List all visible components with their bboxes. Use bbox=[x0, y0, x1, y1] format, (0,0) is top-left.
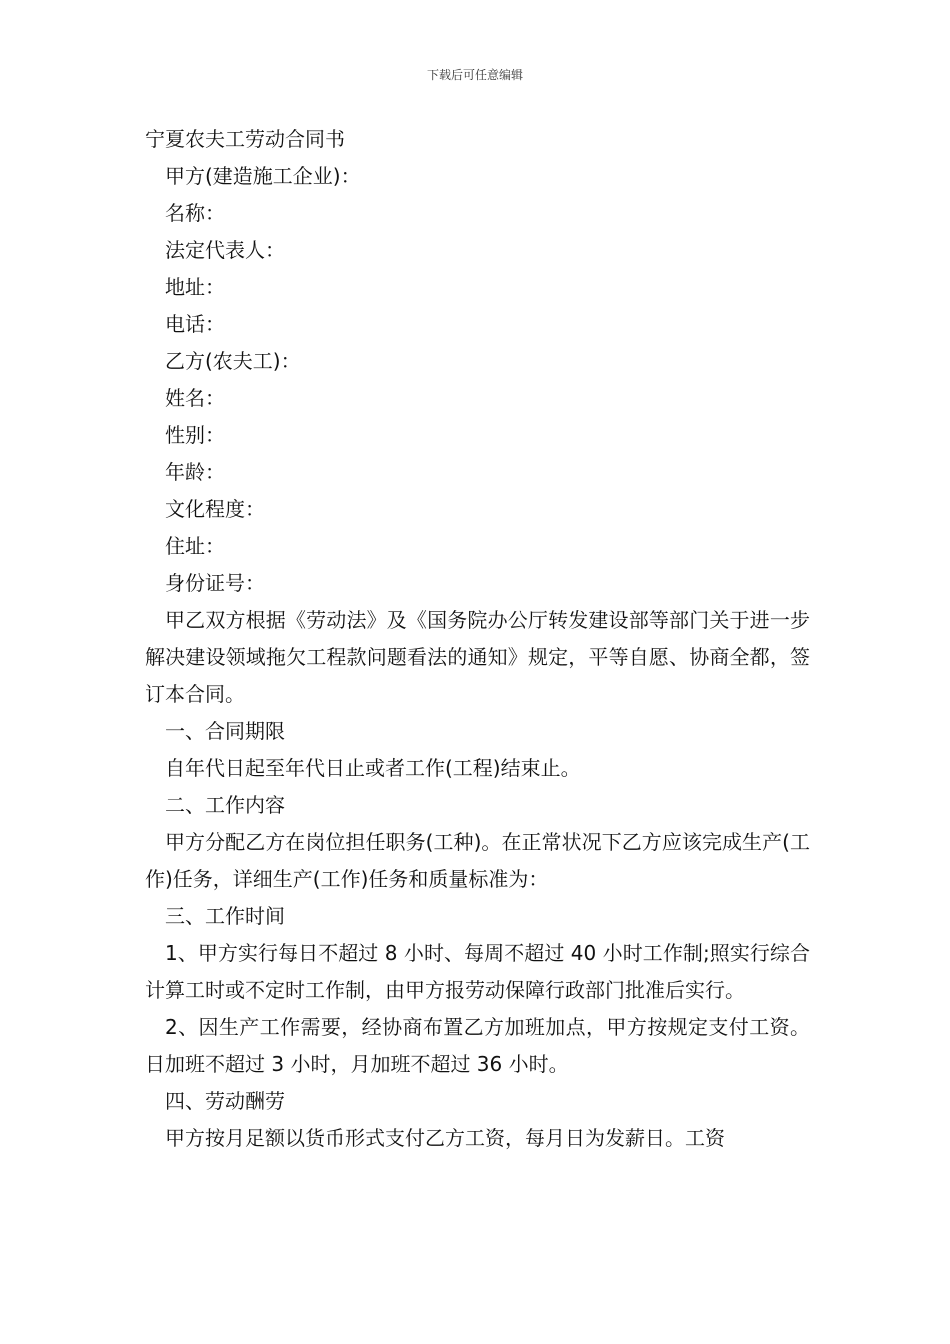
party-b-gender-field: 性别： bbox=[165, 423, 225, 447]
party-a-legal-rep-field: 法定代表人： bbox=[165, 238, 285, 262]
section-heading-work-content: 二、工作内容 bbox=[165, 793, 285, 817]
section-paragraph-remuneration: 甲方按月足额以货币形式支付乙方工资，每月日为发薪日。工资 bbox=[165, 1126, 725, 1150]
party-a-heading: 甲方(建造施工企业)： bbox=[165, 164, 361, 188]
section-paragraph-work-content: 甲方分配乙方在岗位担任职务(工种)。在正常状况下乙方应该完成生产(工作)任务，详细生产(工作)任务和质量标准为： bbox=[145, 830, 810, 891]
party-b-name-field: 姓名： bbox=[165, 386, 225, 410]
section-paragraph-term: 自年代日起至年代日止或者工作(工程)结束止。 bbox=[165, 756, 581, 780]
document-title: 宁夏农夫工劳动合同书 bbox=[145, 127, 345, 151]
party-b-residence-field: 住址： bbox=[165, 534, 225, 558]
party-b-id-number-field: 身份证号： bbox=[165, 571, 265, 595]
party-a-name-field: 名称： bbox=[165, 201, 225, 225]
intro-paragraph: 甲乙双方根据《劳动法》及《国务院办公厅转发建设部等部门关于进一步解决建设领域拖欠工程款问题看法的通知》规定，平等自愿、协商全都，签订本合同。 bbox=[145, 608, 810, 706]
section-paragraph-work-hours-1: 1、甲方实行每日不超过 8 小时、每周不超过 40 小时工作制;照实行综合计算工时或不定时工作制，由甲方报劳动保障行政部门批准后实行。 bbox=[145, 941, 810, 1002]
party-b-age-field: 年龄： bbox=[165, 460, 225, 484]
party-a-address-field: 地址： bbox=[165, 275, 225, 299]
section-paragraph-work-hours-2: 2、因生产工作需要，经协商布置乙方加班加点，甲方按规定支付工资。日加班不超过 3 小时，月加班不超过 36 小时。 bbox=[145, 1015, 810, 1076]
page-header-note: 下载后可任意编辑 bbox=[426, 68, 523, 82]
document-body bbox=[145, 121, 810, 1157]
party-a-phone-field: 电话： bbox=[165, 312, 225, 336]
section-heading-work-hours: 三、工作时间 bbox=[165, 904, 285, 928]
party-b-heading: 乙方(农夫工)： bbox=[165, 349, 301, 373]
section-heading-term: 一、合同期限 bbox=[165, 719, 285, 743]
section-heading-remuneration: 四、劳动酬劳 bbox=[165, 1089, 285, 1113]
party-b-education-field: 文化程度： bbox=[165, 497, 265, 521]
